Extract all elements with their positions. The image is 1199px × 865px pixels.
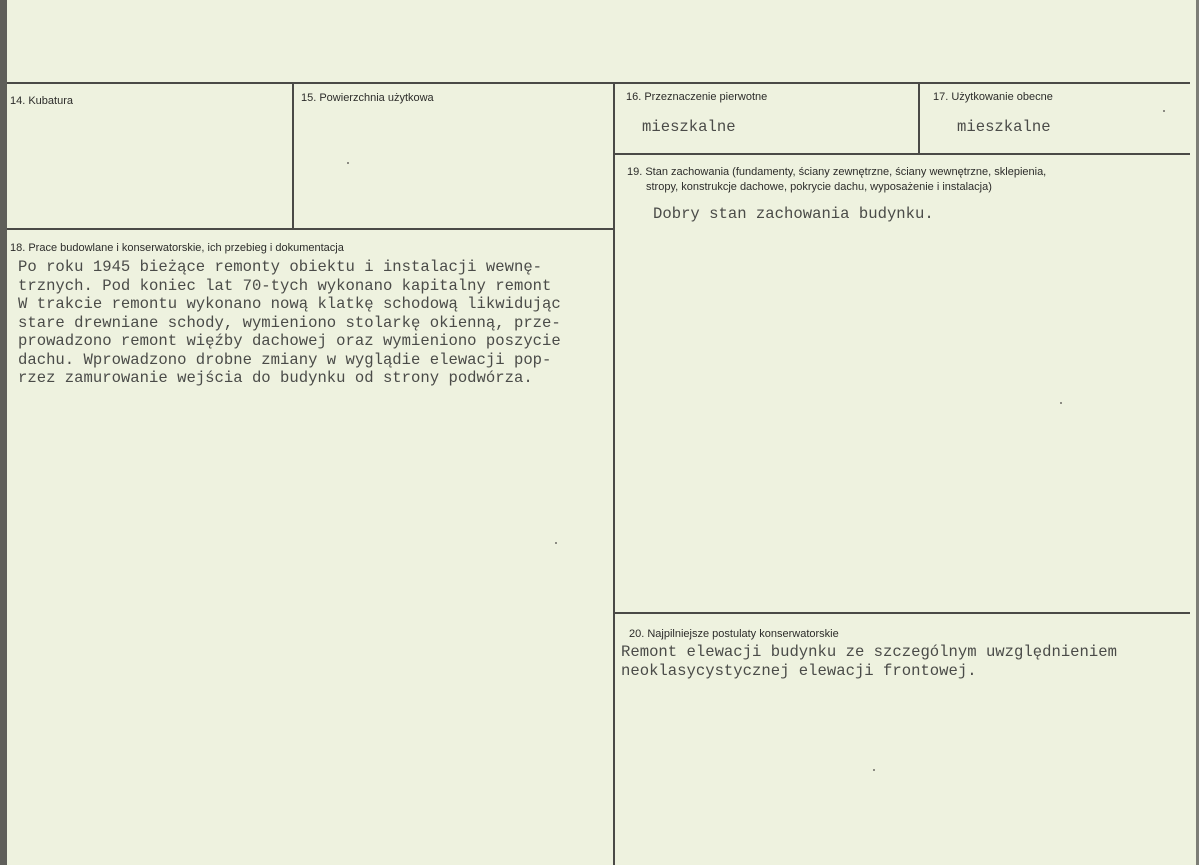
field-17-value: mieszkalne xyxy=(957,118,1051,136)
field-18-line: prowadzono remont więźby dachowej oraz wymieniono poszycie xyxy=(18,332,561,350)
row-divider-14-18 xyxy=(7,228,615,230)
field-18-line: trznych. Pod koniec lat 70-tych wykonano kapitalny remont xyxy=(18,276,552,295)
field-20-label: 20. Najpilniejsze postulaty konserwatorskie xyxy=(629,628,839,640)
field-19-value: Dobry stan zachowania budynku. xyxy=(653,205,934,223)
field-14-label: 14. Kubatura xyxy=(10,95,73,107)
field-18-line: dachu. Wprowadzono drobne zmiany w wyglądie elewacji pop- xyxy=(18,350,552,369)
field-18-line: rzez zamurowanie wejścia do budynku od strony podwórza. xyxy=(18,369,533,387)
card-left-edge xyxy=(0,0,7,865)
paper-speck xyxy=(347,162,349,164)
field-18-line: W trakcie remontu wykonano nową klatkę schodową likwidując xyxy=(18,295,561,313)
field-18-label: 18. Prace budowlane i konserwatorskie, ich przebieg i dokumentacja xyxy=(10,242,344,254)
top-row-border xyxy=(7,82,1190,84)
field-17-label: 17. Użytkowanie obecne xyxy=(933,91,1053,103)
row-divider-19-20 xyxy=(615,612,1190,614)
field-19-label-line-2: stropy, konstrukcje dachowe, pokrycie dachu, wyposażenie i instalacja) xyxy=(646,181,992,193)
paper-speck xyxy=(555,542,557,544)
field-19-label-line-1: 19. Stan zachowania (fundamenty, ściany zewnętrzne, ściany wewnętrzne, sklepienia, xyxy=(627,166,1047,178)
field-16-value: mieszkalne xyxy=(642,118,736,136)
col-divider-14-15 xyxy=(292,82,294,230)
field-20-text xyxy=(621,643,1117,680)
field-20-line: neoklasycystycznej elewacji frontowej. xyxy=(621,661,977,680)
field-18-line: stare drewniane schody, wymieniono stolarkę okienną, prze- xyxy=(18,313,561,332)
field-18-text xyxy=(18,258,561,388)
col-divider-main xyxy=(613,82,615,865)
paper-speck xyxy=(1163,110,1165,112)
field-20-line: Remont elewacji budynku ze szczególnym uwzględnieniem xyxy=(621,643,1117,661)
paper-speck xyxy=(873,769,875,771)
paper-speck xyxy=(1060,402,1062,404)
col-divider-16-17 xyxy=(918,82,920,155)
field-15-label: 15. Powierzchnia użytkowa xyxy=(301,92,434,104)
row-divider-16-19 xyxy=(615,153,1190,155)
field-16-label: 16. Przeznaczenie pierwotne xyxy=(626,91,768,103)
field-18-line: Po roku 1945 bieżące remonty obiektu i instalacji wewnę- xyxy=(18,258,543,276)
